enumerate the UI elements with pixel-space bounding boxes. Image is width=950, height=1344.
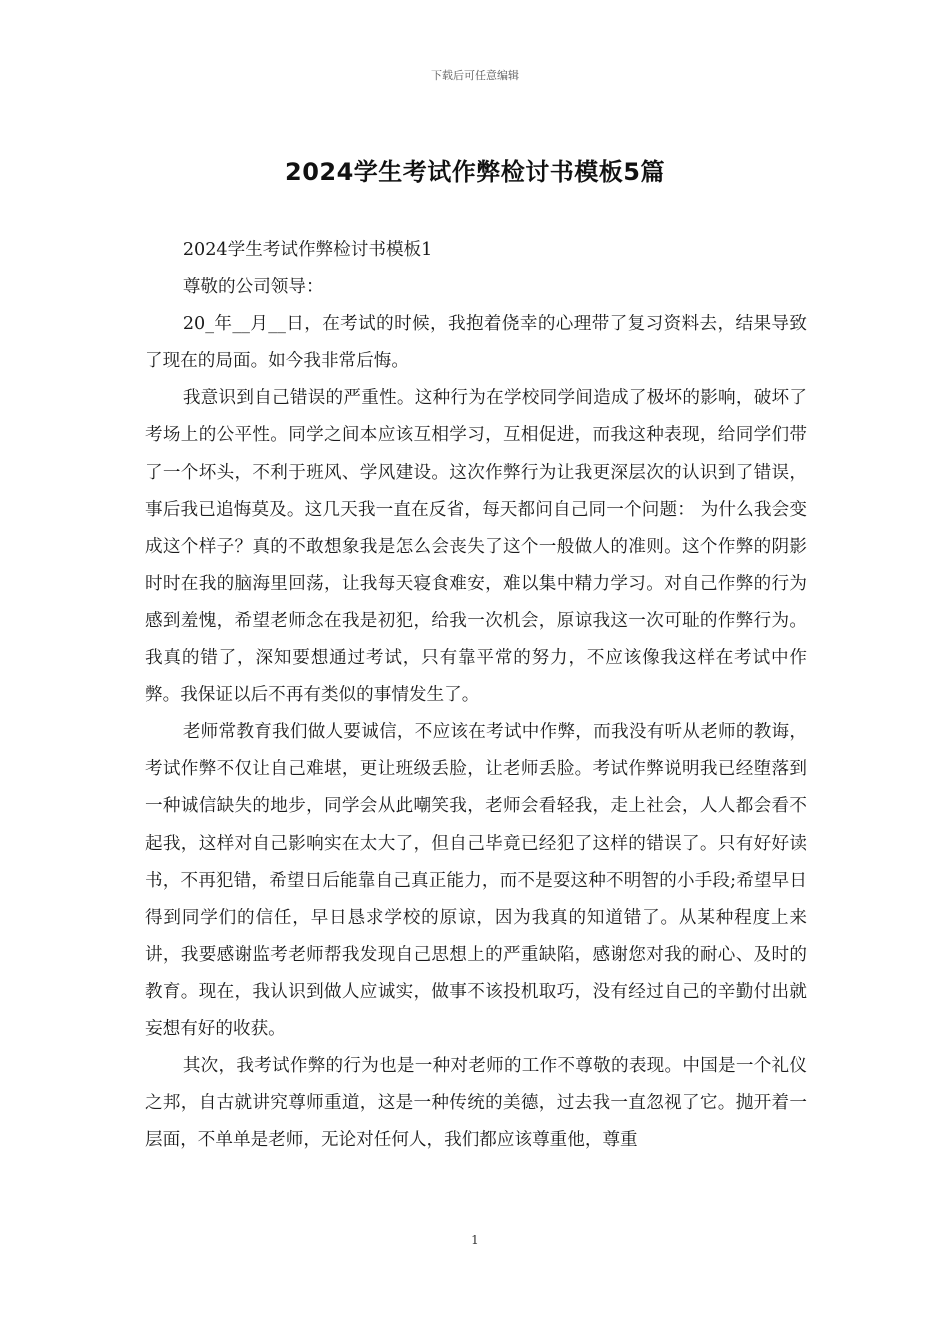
body-paragraph: 20_年__月__日，在考试的时候，我抱着侥幸的心理带了复习资料去，结果导致了现在的局面。如今我非常后悔。 [145, 314, 807, 372]
header-note: 下载后可任意编辑 [431, 69, 519, 82]
document-body [145, 232, 807, 1159]
body-paragraph: 老师常教育我们做人要诚信，不应该在考试中作弊，而我没有听从老师的教诲，考试作弊不仅让自己难堪，更让班级丢脸，让老师丢脸。考试作弊说明我已经堕落到一种诚信缺失的地步，同学会从此嘲笑我，老师会看轻我，走上社会，人人都会看不起我，这样对自己影响实在太大了，但自己毕竟已经犯了这样的错误了。只有好好读书，不再犯错，希望日后能靠自己真正能力，而不是耍这种不明智的小手段;希望早日得到同学们的信任，早日恳求学校的原谅，因为我真的知道错了。从某种程度上来讲，我要感谢监考老师帮我发现自己思想上的严重缺陷，感谢您对我的耐心、及时的教育。现在，我认识到做人应诚实，做事不该投机取巧，没有经过自己的辛勤付出就妄想有好的收获。 [145, 722, 807, 1039]
salutation: 尊敬的公司领导： [182, 277, 324, 298]
body-paragraph: 其次，我考试作弊的行为也是一种对老师的工作不尊敬的表现。中国是一个礼仪之邦，自古就讲究尊师重道，这是一种传统的美德，过去我一直忽视了它。抛开着一层面，不单单是老师，无论对任何人，我们都应该尊重他，尊重 [145, 1056, 807, 1151]
page-number: 1 [471, 1233, 479, 1247]
document-title: 2024学生考试作弊检讨书模板5篇 [285, 158, 665, 186]
body-paragraph: 我意识到自己错误的严重性。这种行为在学校同学间造成了极坏的影响，破坏了考场上的公平性。同学之间本应该互相学习，互相促进，而我这种表现，给同学们带了一个坏头，不利于班风、学风建设。这次作弊行为让我更深层次的认识到了错误，事后我已追悔莫及。这几天我一直在反省，每天都问自己同一个问题： 为什么我会变成这个样子？真的不敢想象我是怎么会丧失了这个一般做人的准则。这个作弊的阴影时时在我的脑海里回荡，让我每天寝食难安，难以集中精力学习。对自己作弊的行为感到羞愧，希望老师念在我是初犯，给我一次机会，原谅我这一次可耻的作弊行为。我真的错了，深知要想通过考试，只有靠平常的努力，不应该像我这样在考试中作弊。我保证以后不再有类似的事情发生了。 [145, 388, 807, 706]
section-heading: 2024学生考试作弊检讨书模板1 [182, 240, 433, 260]
